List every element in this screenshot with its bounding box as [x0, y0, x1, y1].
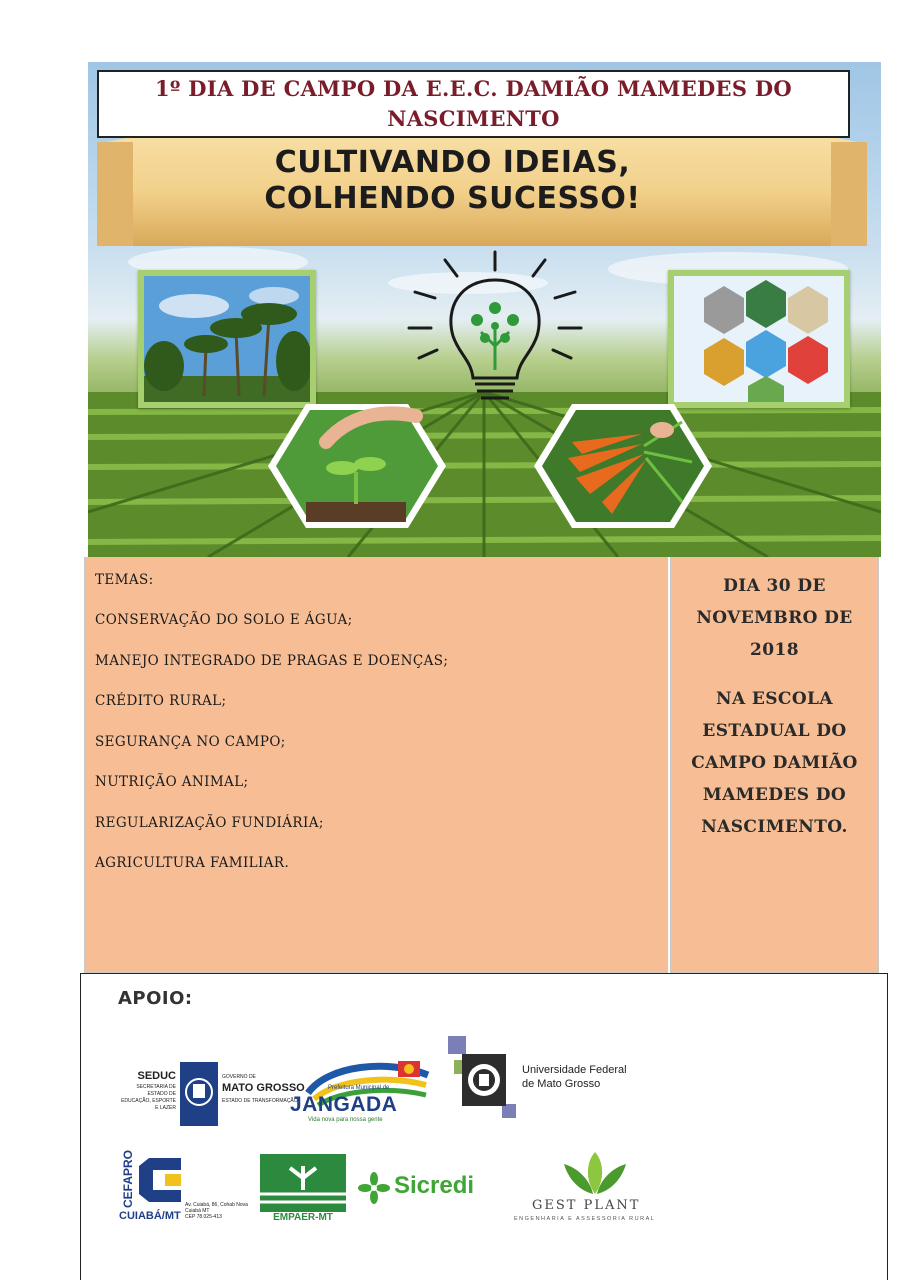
theme-item: SEGURANÇA NO CAMPO; [95, 734, 286, 750]
support-label: APOIO: [118, 988, 193, 1009]
ufmt-emblem-icon [448, 1036, 518, 1122]
event-place: NA ESCOLA ESTADUAL DO CAMPO DAMIÃO MAMEDES DO NASCIMENTO. [691, 689, 858, 837]
jangada-logo: Prefeitura Municipal de JANGADA Vida nova para nossa gente [288, 1055, 438, 1127]
mato-grosso-coat-of-arms-icon [180, 1062, 218, 1126]
hexagon-mosaic-photo [668, 270, 850, 408]
sicredi-logo: Sicredi [358, 1170, 498, 1206]
gest-plant-leaves-icon [560, 1150, 630, 1196]
lightbulb-icon [405, 250, 585, 410]
crop-field [88, 392, 881, 557]
seedling-photo [266, 402, 448, 530]
sicredi-flower-icon [358, 1172, 390, 1204]
seduc-logo: SEDUC SECRETARIA DE ESTADO DE EDUCAÇÃO, ESPORTE E LAZER GOVERNO DE MATO GROSSO ESTADO DE TRANSFORMAÇÃO [120, 1060, 280, 1130]
gest-plant-logo: GEST PLANT ENGENHARIA E ASSESSORIA RURAL [510, 1150, 680, 1230]
theme-item: AGRICULTURA FAMILIAR. [95, 855, 290, 871]
themes-panel [84, 557, 668, 973]
theme-item: CRÉDITO RURAL; [95, 693, 227, 709]
palm-trees-photo [138, 270, 316, 408]
theme-item: CONSERVAÇÃO DO SOLO E ÁGUA; [95, 612, 353, 628]
empaer-logo: EMPAER-MT [260, 1154, 346, 1224]
empaer-emblem-icon [260, 1154, 346, 1212]
event-title: 1º DIA DE CAMPO DA E.E.C. DAMIÃO MAMEDES DO NASCIMENTO [154, 76, 792, 131]
theme-item: MANEJO INTEGRADO DE PRAGAS E DOENÇAS; [95, 653, 449, 669]
cefapro-c-icon [135, 1152, 183, 1208]
theme-item: NUTRIÇÃO ANIMAL; [95, 774, 249, 790]
slogan-line-2: COLHENDO SUCESSO! [264, 181, 641, 216]
date-place-panel [670, 557, 879, 973]
theme-item: REGULARIZAÇÃO FUNDIÁRIA; [95, 815, 324, 831]
event-title-box [97, 70, 850, 138]
palm-trees-image [144, 276, 310, 402]
themes-label: TEMAS: [95, 572, 154, 588]
carrots-photo [532, 402, 714, 530]
event-date: DIA 30 DE NOVEMBRO DE 2018 [696, 576, 853, 660]
slogan-line-1: CULTIVANDO IDEIAS, [274, 145, 631, 180]
cefapro-logo: CEFAPRO CUIABÁ/MT Av. Cuiabá, 86, Cohab Nova Cuiabá MT CEP 78.025-413 [119, 1149, 248, 1222]
elements-mosaic-image [674, 276, 844, 402]
slogan [0, 145, 905, 217]
ufmt-logo: Universidade Federal de Mato Grosso [448, 1036, 628, 1122]
